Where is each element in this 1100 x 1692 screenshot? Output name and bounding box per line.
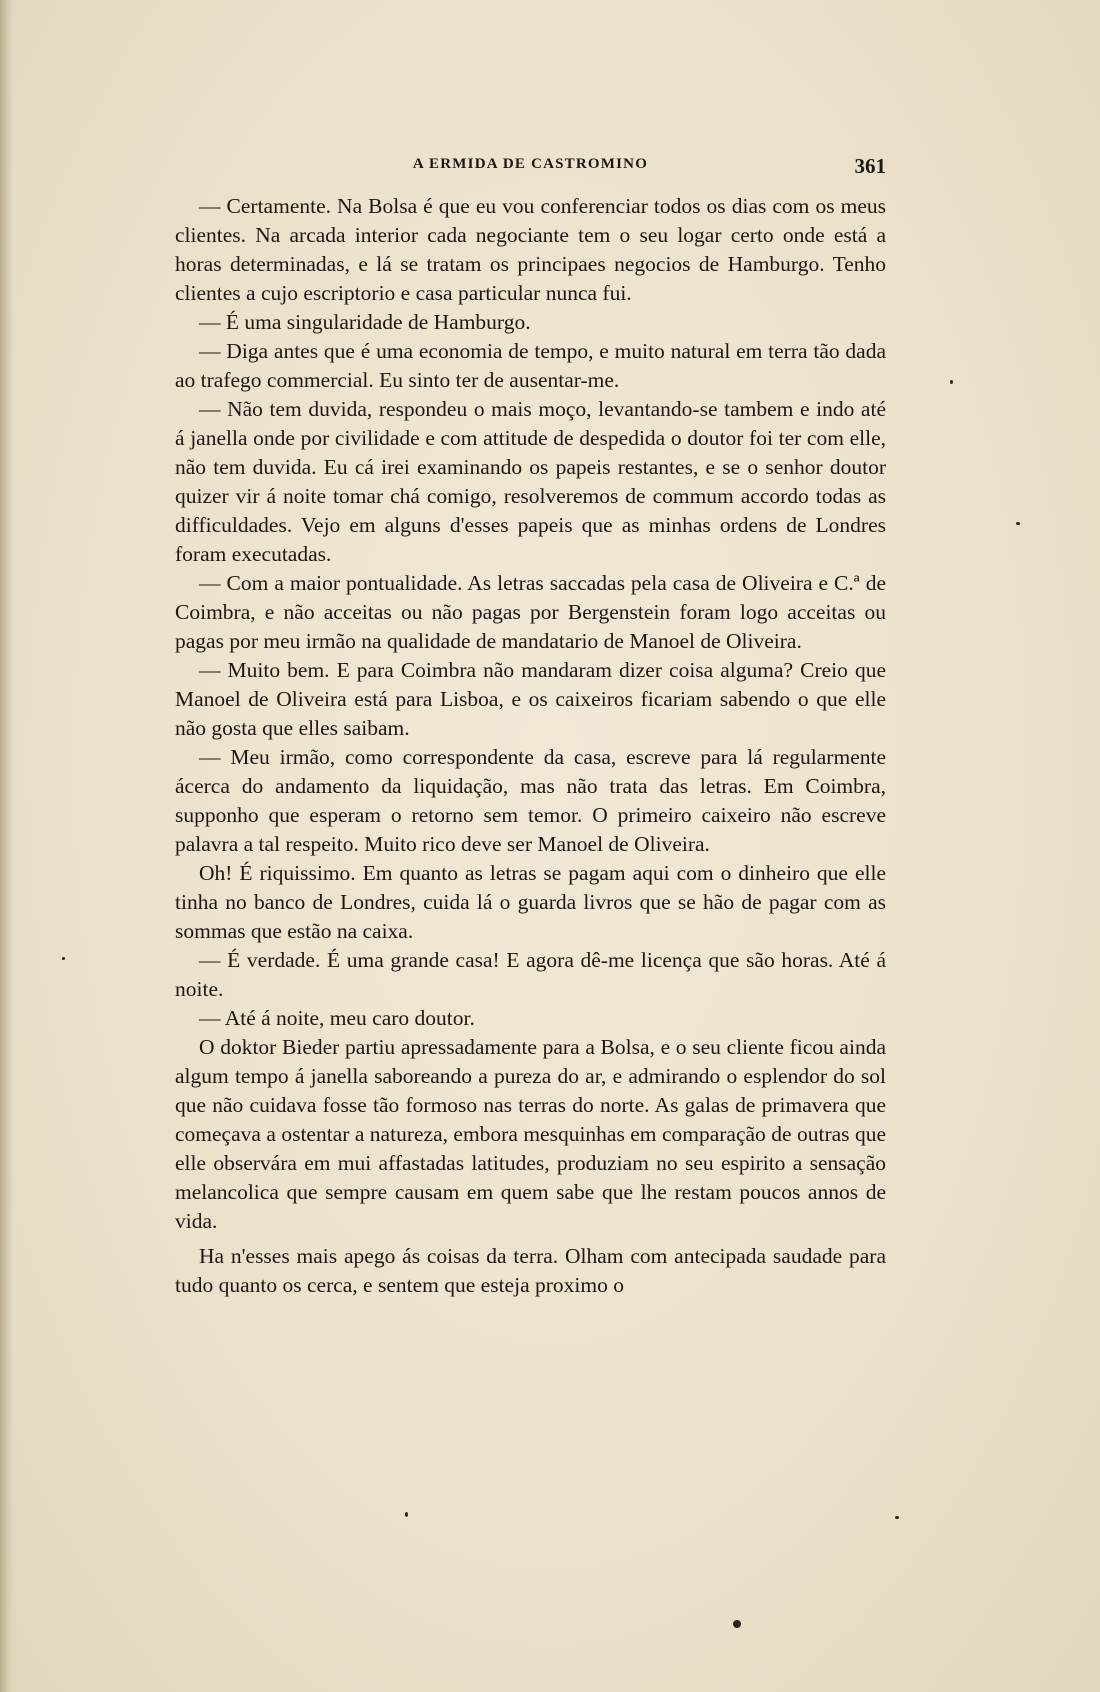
paragraph: — Muito bem. E para Coimbra não mandaram dizer coisa alguma? Creio que Manoel de Oliveira está para Lisboa, e os caixeiros ficariam sabendo o que elle não gosta que elles saibam. xyxy=(175,658,886,740)
paragraph: — Até á noite, meu caro doutor. xyxy=(199,1006,475,1030)
ink-speck xyxy=(405,1512,408,1517)
paragraph: — Não tem duvida, respondeu o mais moço, levantando-se tambem e indo até á janella onde por civilidade e com attitude de despedida o doutor foi ter com elle, não tem duvida. Eu cá irei examinando os papeis restantes, e se o senhor doutor quizer vir á noite tomar chá comigo, resolveremos de commum accordo todas as difficuldades. Vejo em alguns d'esses papeis que as minhas ordens de Londres foram executadas. xyxy=(175,397,886,566)
ink-speck xyxy=(62,957,65,960)
running-head xyxy=(175,156,886,180)
ink-speck xyxy=(950,380,953,384)
ink-speck xyxy=(733,1620,741,1628)
paragraph: — Diga antes que é uma economia de tempo, e muito natural em terra tão dada ao trafego commercial. Eu sinto ter de ausentar-me. xyxy=(175,339,886,392)
paragraph: — É uma singularidade de Hamburgo. xyxy=(199,310,531,334)
page-number: 361 xyxy=(854,154,886,178)
paragraph: — Meu irmão, como correspondente da casa, escreve para lá regularmente ácerca do andamento da liquidação, mas não trata das letras. Em Coimbra, supponho que esperam o retorno sem temor. O primeiro caixeiro não escreve palavra a tal respeito. Muito rico deve ser Manoel de Oliveira. xyxy=(175,745,886,856)
ink-speck xyxy=(895,1516,899,1519)
ink-speck xyxy=(1016,522,1020,525)
page-spine-shadow xyxy=(0,0,14,1692)
paragraph: — É verdade. É uma grande casa! E agora dê-me licença que são horas. Até á noite. xyxy=(175,948,886,1001)
running-title: A ERMIDA DE CASTROMINO xyxy=(412,156,649,172)
body-text xyxy=(175,192,886,1300)
paragraph: Ha n'esses mais apego ás coisas da terra. Olham com antecipada saudade para tudo quanto os cerca, e sentem que esteja proximo o xyxy=(175,1244,886,1297)
paragraph: Oh! É riquissimo. Em quanto as letras se pagam aqui com o dinheiro que elle tinha no banco de Londres, cuida lá o guarda livros que se hão de pagar com as sommas que estão na caixa. xyxy=(175,861,886,943)
paragraph: O doktor Bieder partiu apressadamente para a Bolsa, e o seu cliente ficou ainda algum tempo á janella saboreando a pureza do ar, e admirando o esplendor do sol que não cuidava fosse tão formoso nas terras do norte. As galas de primavera que começava a ostentar a natureza, embora mesquinhas em comparação de outras que elle observára em mui affastadas latitudes, produziam no seu espirito a sensação melancolica que sempre causam em quem sabe que lhe restam poucos annos de vida. xyxy=(175,1035,886,1233)
paragraph: — Certamente. Na Bolsa é que eu vou conferenciar todos os dias com os meus clientes. Na arcada interior cada negociante tem o seu logar certo onde está a horas determinadas, e lá se tratam os principaes negocios de Hamburgo. Tenho clientes a cujo escriptorio e casa particular nunca fui. xyxy=(175,194,886,305)
paragraph: — Com a maior pontualidade. As letras saccadas pela casa de Oliveira e C.ª de Coimbra, e não acceitas ou não pagas por Bergenstein foram logo acceitas ou pagas por meu irmão na qualidade de mandatario de Manoel de Oliveira. xyxy=(175,571,886,653)
